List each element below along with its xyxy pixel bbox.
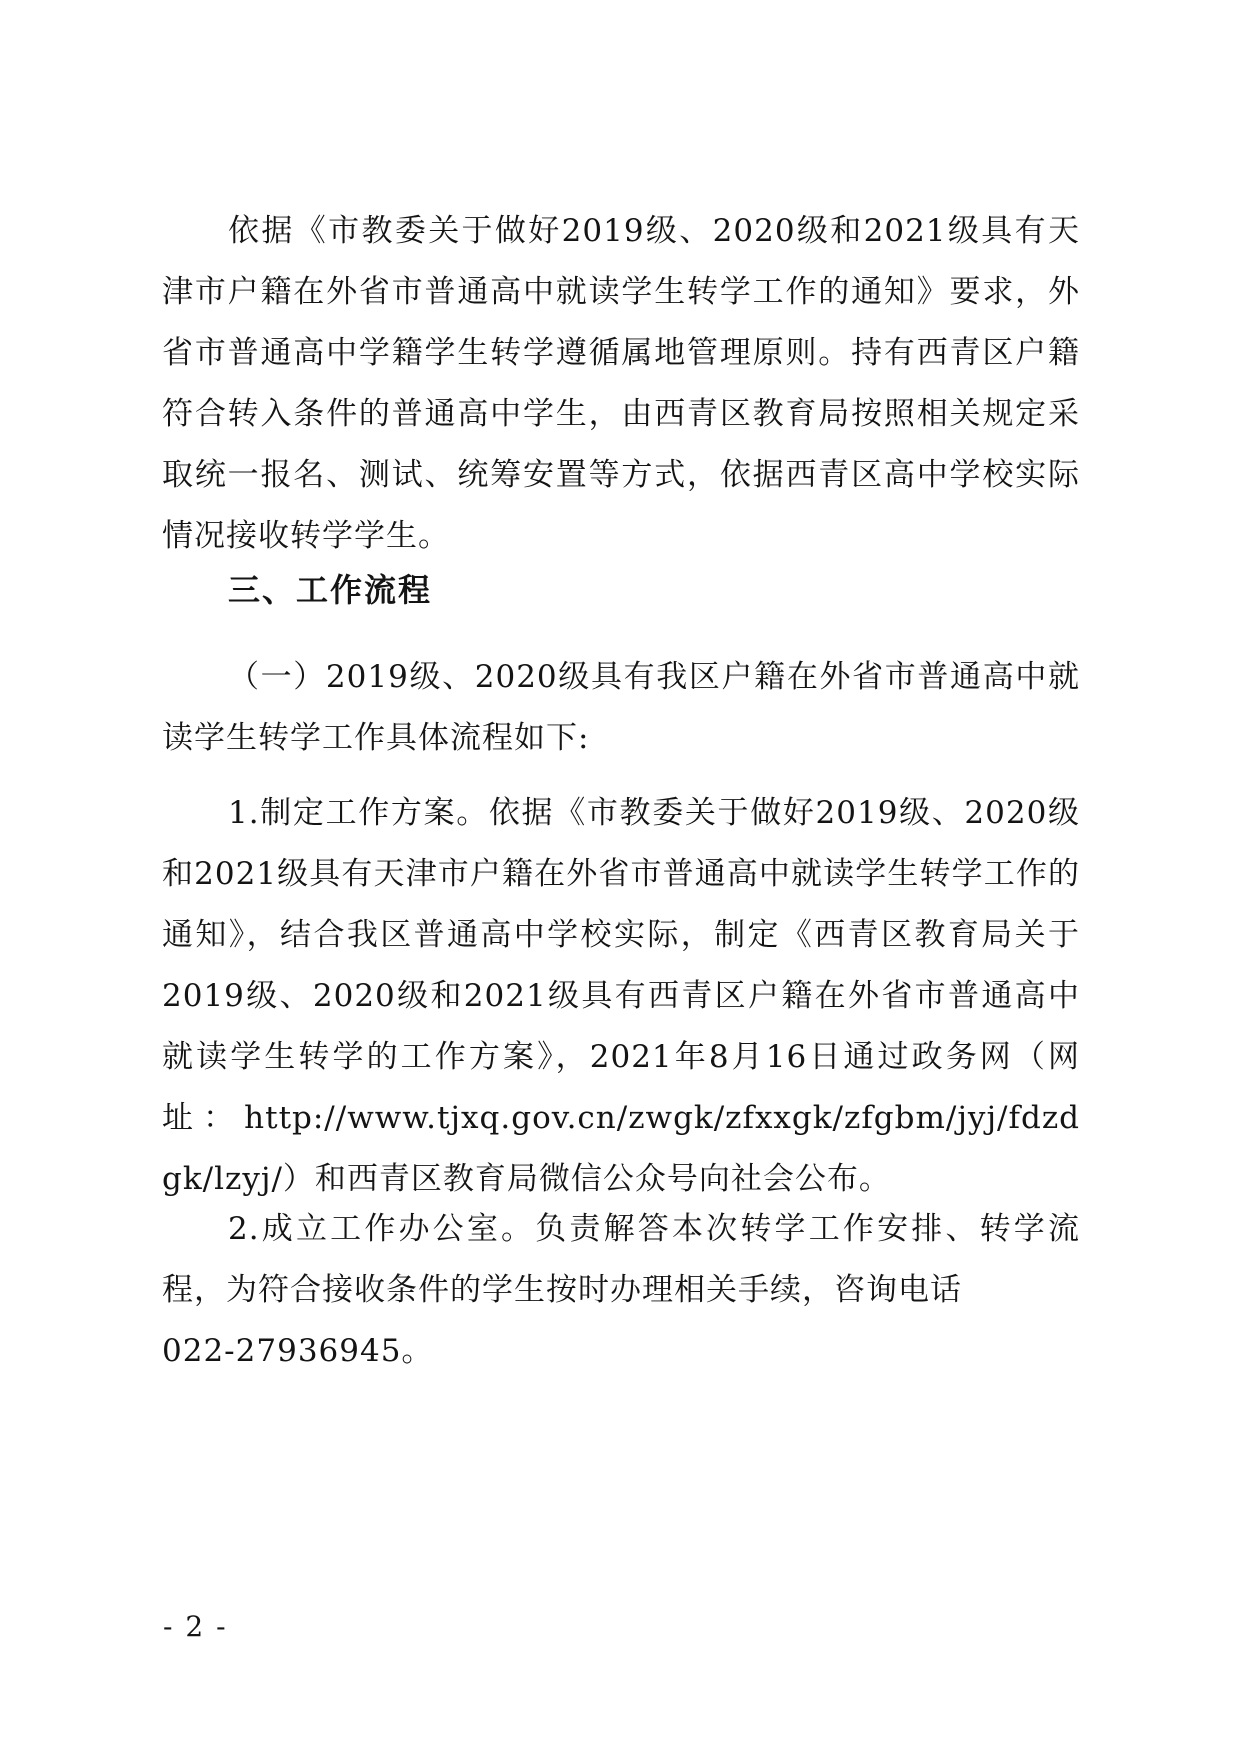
item-1-text-after-url: ）和西青区教育局微信公众号向社会公布。 [282, 1161, 891, 1197]
paragraph-basis: 依据《市教委关于做好2019级、2020级和2021级具有天津市户籍在外省市普通高中就读学生转学工作的通知》要求，外省市普通高中学籍学生转学遵循属地管理原则。持有西青区户籍符合转入条件的普通高中学生，由西青区教育局按照相关规定采取统一报名、测试、统筹安置等方式，依据西青区高中学校实际情况接收转学学生。 [162, 213, 1080, 554]
paragraph-subsection-1: （一）2019级、2020级具有我区户籍在外省市普通高中就读学生转学工作具体流程如下: [162, 659, 1080, 756]
paragraph-item-1 [162, 783, 1080, 1210]
page-number: - 2 - [163, 1610, 228, 1643]
section-heading-workflow: 三、工作流程 [228, 571, 433, 609]
paragraph-item-2 [162, 1199, 1080, 1382]
item-2-text: 2.成立工作办公室。负责解答本次转学工作安排、转学流程，为符合接收条件的学生按时办理相关手续，咨询电话 [162, 1211, 1080, 1308]
item-1-text-before-url: 1.制定工作方案。依据《市教委关于做好2019级、2020级和2021级具有天津市户籍在外省市普通高中就读学生转学工作的通知》，结合我区普通高中学校实际，制定《西青区教育局关于2019级、2020级和2021级具有西青区户籍在外省市普通高中就读学生转学的工作方案》，2021年8月16日通过政务网（网址： [162, 795, 1080, 1136]
item-1-url: http://www.tjxq.gov.cn/zwgk/zfxxgk/zfgbm/jyj/fdzdgk/lzyj/ [162, 1100, 1080, 1197]
item-2-phone: 022-27936945。 [162, 1333, 434, 1369]
